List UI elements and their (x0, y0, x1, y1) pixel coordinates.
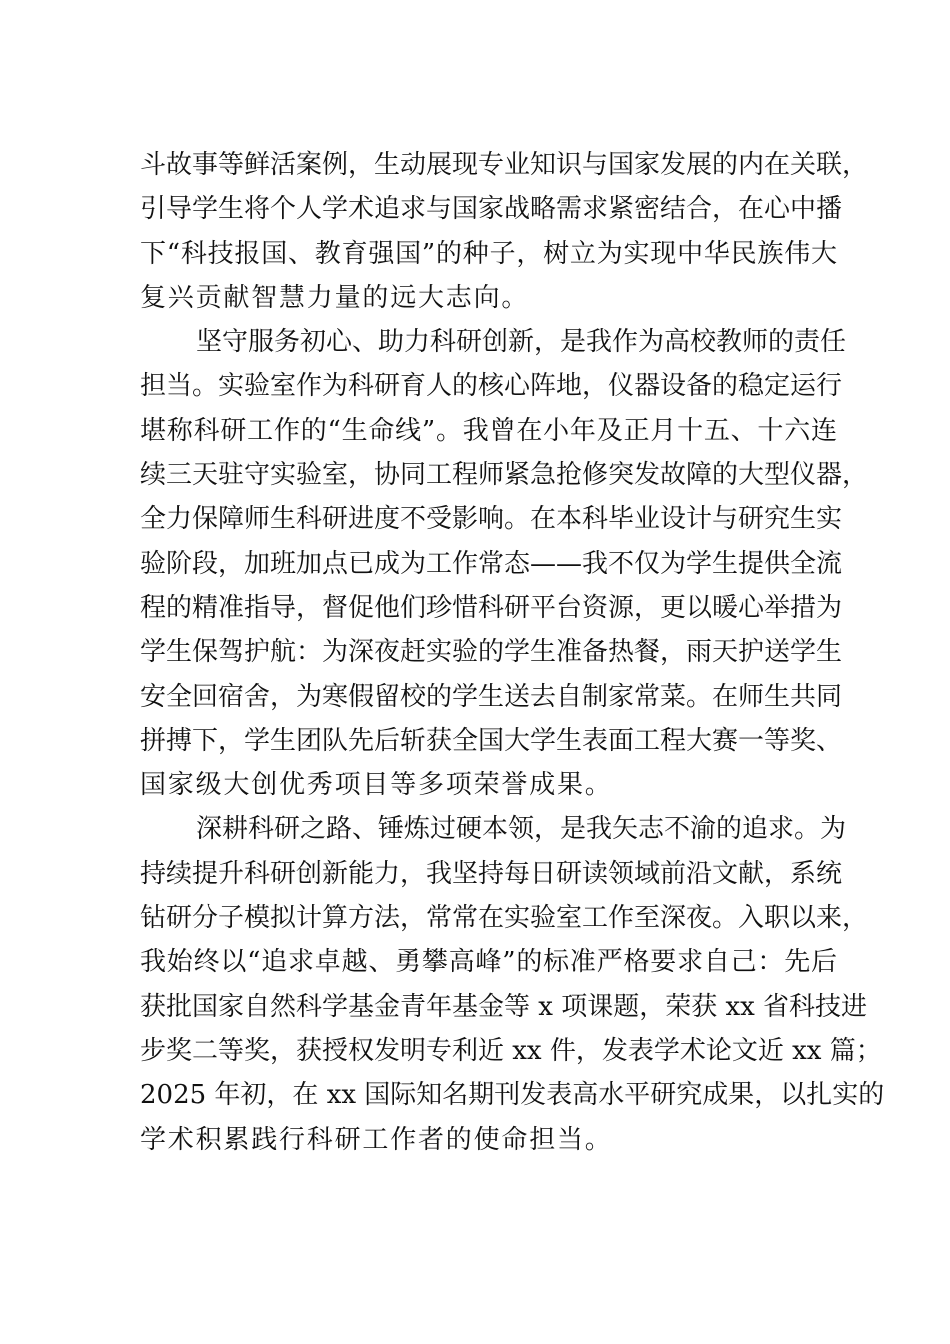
text-line: 程的精准指导，督促他们珍惜科研平台资源，更以暖心举措为 (140, 592, 843, 623)
text-line: 学生保驾护航：为深夜赶实验的学生准备热餐，雨天护送学生 (140, 637, 843, 668)
document-page (140, 143, 885, 1162)
text-line: 续三天驻守实验室，协同工程师紧急抢修突发故障的大型仪器， (140, 460, 869, 491)
text-line: 担当。实验室作为科研育人的核心阵地，仪器设备的稳定运行 (140, 371, 843, 402)
text-line: 获批国家自然科学基金青年基金等 x 项课题，荣获 xx 省科技进 (140, 991, 868, 1022)
text-line: 2025 年初，在 xx 国际知名期刊发表高水平研究成果，以扎实的 (140, 1080, 885, 1111)
text-line: 坚守服务初心、助力科研创新，是我作为高校教师的责任 (196, 327, 847, 358)
text-line: 步奖二等奖，获授权发明专利近 xx 件，发表学术论文近 xx 篇； (140, 1035, 882, 1066)
text-line: 复兴贡献智慧力量的远大志向。 (140, 282, 530, 313)
text-line: 深耕科研之路、锤炼过硬本领，是我矢志不渝的追求。为 (196, 814, 847, 845)
text-line: 持续提升科研创新能力，我坚持每日研读领域前沿文献，系统 (140, 858, 843, 889)
text-line: 国家级大创优秀项目等多项荣誉成果。 (140, 770, 613, 801)
paragraph-3 (140, 807, 885, 1161)
text-line: 堪称科研工作的“生命线”。我曾在小年及正月十五、十六连 (140, 415, 837, 446)
text-line: 引导学生将个人学术追求与国家战略需求紧密结合，在心中播 (140, 194, 843, 225)
paragraph-1 (140, 143, 869, 320)
text-line: 钻研分子模拟计算方法，常常在实验室工作至深夜。入职以来， (140, 903, 869, 934)
text-line: 安全回宿舍，为寒假留校的学生送去自制家常菜。在师生共同 (140, 681, 843, 712)
text-line: 验阶段，加班加点已成为工作常态——我不仅为学生提供全流 (140, 548, 843, 579)
text-line: 我始终以“追求卓越、勇攀高峰”的标准严格要求自己：先后 (140, 947, 837, 978)
text-line: 拼搏下，学生团队先后斩获全国大学生表面工程大赛一等奖、 (140, 725, 843, 756)
text-line: 全力保障师生科研进度不受影响。在本科毕业设计与研究生实 (140, 504, 843, 535)
text-line: 斗故事等鲜活案例，生动展现专业知识与国家发展的内在关联， (140, 150, 869, 180)
text-line: 学术积累践行科研工作者的使命担当。 (140, 1124, 613, 1155)
paragraph-2 (140, 320, 869, 807)
text-line: 下“科技报国、教育强国”的种子，树立为实现中华民族伟大 (140, 238, 837, 269)
